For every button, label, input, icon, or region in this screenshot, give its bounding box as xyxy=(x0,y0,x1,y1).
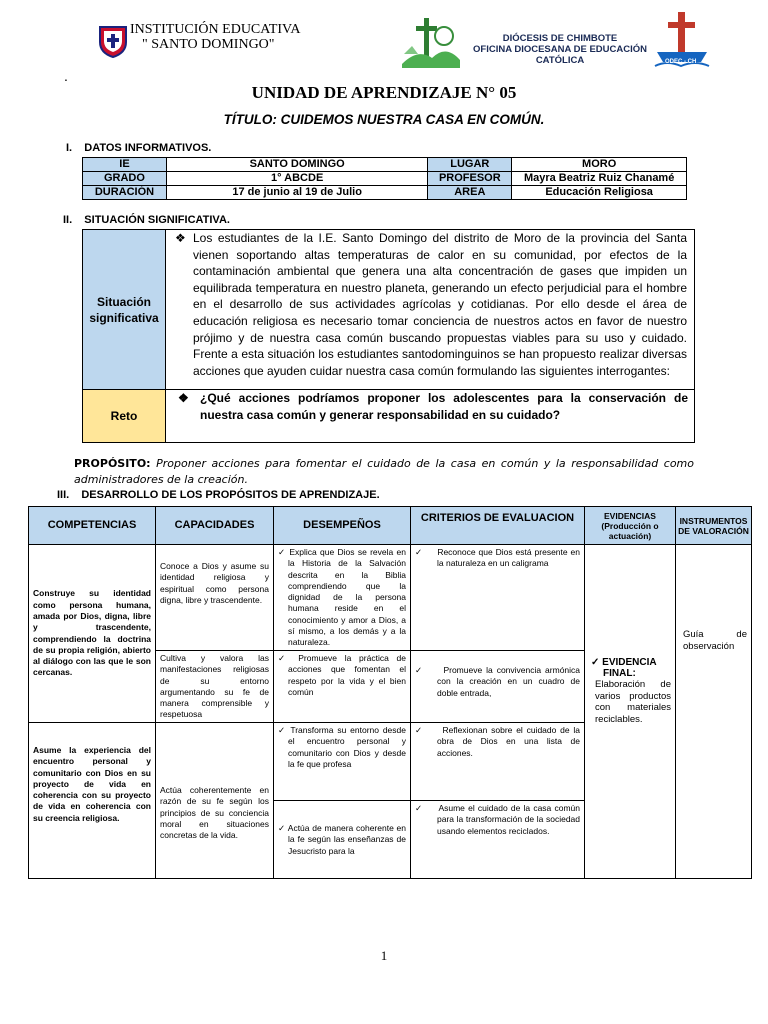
desempeno-4 xyxy=(274,801,411,878)
unit-title: UNIDAD DE APRENDIZAJE N° 05 xyxy=(251,83,517,102)
check-icon: ✓ xyxy=(415,725,424,735)
school-name-line1: INSTITUCIÓN EDUCATIVA xyxy=(130,22,301,37)
odec-label: ODEC - CH xyxy=(665,59,697,65)
header-competencias: COMPETENCIAS xyxy=(29,507,156,545)
situacion-label: Situación significativa xyxy=(83,230,166,390)
section-2-label: SITUACIÓN SIGNIFICATIVA. xyxy=(84,214,230,226)
diocese-logo xyxy=(398,14,464,70)
section-1-label: DATOS INFORMATIVOS. xyxy=(84,142,212,154)
school-name xyxy=(130,22,300,52)
competencia-2 xyxy=(29,723,156,878)
datos-value-duracion: 17 de junio al 19 de Julio xyxy=(166,186,427,200)
datos-label-profesor: PROFESOR xyxy=(428,172,512,186)
section-1-number: I. xyxy=(66,142,73,154)
diocese-name xyxy=(470,33,650,66)
section-2-heading xyxy=(63,214,230,226)
criterio-4-text: Asume el cuidado de la casa común para la transformación de la sociedad usando elementos reciclados. xyxy=(437,803,580,836)
datos-value-ie: SANTO DOMINGO xyxy=(166,158,427,172)
datos-table xyxy=(82,157,687,200)
criterio-3 xyxy=(411,723,585,801)
capacidad-1-text: Conoce a Dios y asume su identidad religiosa y espiritual como persona digna, libre y trascendente. xyxy=(160,561,269,605)
diocese-name-line1: DIÓCESIS DE CHIMBOTE xyxy=(502,33,618,44)
capacidad-2 xyxy=(156,651,274,723)
diamond-bullet-icon: ❖ xyxy=(175,231,186,245)
check-icon: ✓ xyxy=(278,653,291,663)
stray-dot: . xyxy=(64,68,68,84)
header-evidencias: EVIDENCIAS (Producción o actuación) xyxy=(585,507,676,545)
check-icon: ✓ xyxy=(415,547,423,557)
header-criterios: CRITERIOS DE EVALUACION xyxy=(411,507,585,545)
header-desempenos: DESEMPEÑOS xyxy=(274,507,411,545)
desempeno-1-text: Explica que Dios se revela en la Historia de la Salvación descrita en la Biblia comprendiendo que la dignidad de la persona humana reside en el conocimiento y amor a Dios, a sí mismo, a los demás y a la naturaleza. xyxy=(288,547,406,648)
section-1-heading xyxy=(66,142,211,154)
capacidad-2-text: Cultiva y valora las manifestaciones religiosas de su entorno argumentando su fe de manera comprensible y respetuosa xyxy=(160,653,269,720)
desempeno-2-text: Promueve la práctica de acciones que fomentan el respeto por la vida y el bien común xyxy=(288,653,406,697)
check-icon: ✓ xyxy=(278,823,286,833)
desempeno-3 xyxy=(274,723,411,801)
aprendizaje-grid xyxy=(28,506,752,879)
situacion-text-block xyxy=(175,230,687,379)
section-3-number: III. xyxy=(57,489,70,501)
reto-label: Reto xyxy=(83,390,166,442)
desempeno-2 xyxy=(274,651,411,723)
evidencia-label: EVIDENCIA FINAL: xyxy=(602,657,657,679)
proposito-text: Proponer acciones para fomentar el cuidado de la casa en común y la responsabilidad como administradores de la creación. xyxy=(74,457,694,486)
desempeno-4-text: Actúa de manera coherente en la fe según las enseñanzas de Jesucristo para la xyxy=(287,823,406,856)
capacidad-1 xyxy=(156,545,274,651)
criterio-2 xyxy=(411,651,585,723)
competencia-2-text: Asume la experiencia del encuentro personal y comunitario con Dios en su proyecto de vida en coherencia con su proyecto de vida en coherencia con su creencia religiosa. xyxy=(33,745,151,823)
table-row xyxy=(83,158,687,172)
table-row xyxy=(83,172,687,186)
section-3-label: DESARROLLO DE LOS PROPÓSITOS DE APRENDIZAJE. xyxy=(81,489,380,501)
diamond-bullet-icon: ❖ xyxy=(178,391,189,405)
page-number: 1 xyxy=(380,948,388,963)
criterio-3-text: Reflexionan sobre el cuidado de la obra de Dios en una lista de acciones. xyxy=(437,725,580,758)
datos-label-duracion: DURACIÓN xyxy=(83,186,167,200)
check-icon: ✓ xyxy=(278,725,287,735)
reto-text-block xyxy=(178,390,688,424)
school-shield-logo xyxy=(98,24,128,58)
check-icon: ✓ xyxy=(415,803,423,813)
datos-value-lugar: MORO xyxy=(512,158,687,172)
section-2-number: II. xyxy=(63,214,73,226)
competencia-1-text: Construye su identidad como persona humana, amada por Dios, digna, libre y trascendente, comprendiendo la doctrina de su propia religión, abierto al diálogo con las que le son cercanas. xyxy=(33,588,151,678)
instrumento-text: Guía de observación xyxy=(683,629,747,652)
section-3-heading xyxy=(57,489,380,501)
instrumento-guia xyxy=(676,545,751,878)
datos-label-area: AREA xyxy=(428,186,512,200)
school-name-line2: " SANTO DOMINGO" xyxy=(142,37,275,52)
criterio-4 xyxy=(411,801,585,878)
unit-subtitle: TÍTULO: CUIDEMOS NUESTRA CASA EN COMÚN. xyxy=(223,112,545,127)
desempeno-1 xyxy=(274,545,411,651)
header-capacidades: CAPACIDADES xyxy=(156,507,274,545)
evidencia-text: Elaboración de varios productos con materiales reciclables. xyxy=(595,679,671,725)
proposito xyxy=(74,456,694,488)
check-icon: ✓ xyxy=(415,665,424,675)
datos-label-lugar: LUGAR xyxy=(428,158,512,172)
evidencia-final xyxy=(585,545,676,878)
situacion-text: Los estudiantes de la I.E. Santo Domingo del distrito de Moro de la provincia del Santa vienen soportando altas temperaturas de calor en su comunidad, por efectos de la contaminación ambiental que genera una alta concentración de gases que impiden un equilibrada temperatura en nuestro planeta, generando un efecto perjudicial para el hombre en el desarrollo de sus actividades agrícolas y cotidianas. Por ello desde el área de educación religiosa es necesario tomar conciencia de nuestros actos en favor de nuestro prójimo y de nuestra casa común buscando propuestas viables para su uso y cuidado. Frente a esta situación los estudiantes santodominguinos se han propuesto realizar diversas acciones que ayuden cuidar nuestra casa común formulando las siguientes interrogantes: xyxy=(193,231,687,378)
desempeno-3-text: Transforma su entorno desde el encuentro personal y comunitario con Dios y desde la fe que profesa xyxy=(288,725,406,769)
odec-logo xyxy=(653,10,711,72)
datos-label-grado: GRADO xyxy=(83,172,167,186)
proposito-label: PROPÓSITO: xyxy=(74,457,151,470)
header-instrumentos: INSTRUMENTOS DE VALORACIÓN xyxy=(676,507,751,545)
capacidad-3 xyxy=(156,723,274,878)
datos-value-grado: 1° ABCDE xyxy=(166,172,427,186)
criterio-1 xyxy=(411,545,585,651)
competencia-1 xyxy=(29,545,156,723)
datos-value-area: Educación Religiosa xyxy=(512,186,687,200)
capacidad-3-text: Actúa coherentemente en razón de su fe según los principios de su conciencia moral en situaciones concretas de la vida. xyxy=(160,785,269,841)
situacion-box xyxy=(82,229,695,443)
criterio-1-text: Reconoce que Dios está presente en la naturaleza en un caligrama xyxy=(437,547,580,569)
criterio-2-text: Promueve la convivencia armónica con la creación en un cuadro de doble entrada, xyxy=(437,665,581,698)
datos-label-ie: IE xyxy=(83,158,167,172)
table-row xyxy=(83,186,687,200)
datos-value-profesor: Mayra Beatriz Ruiz Chanamé xyxy=(512,172,687,186)
check-icon: ✓ xyxy=(591,657,600,668)
diocese-name-line2: OFICINA DIOCESANA DE EDUCACIÓN CATÓLICA xyxy=(473,44,647,66)
reto-text: ¿Qué acciones podríamos proponer los adolescentes para la conservación de nuestra casa común y generar responsabilidad en su cuidado? xyxy=(200,391,688,422)
check-icon: ✓ xyxy=(278,547,287,557)
